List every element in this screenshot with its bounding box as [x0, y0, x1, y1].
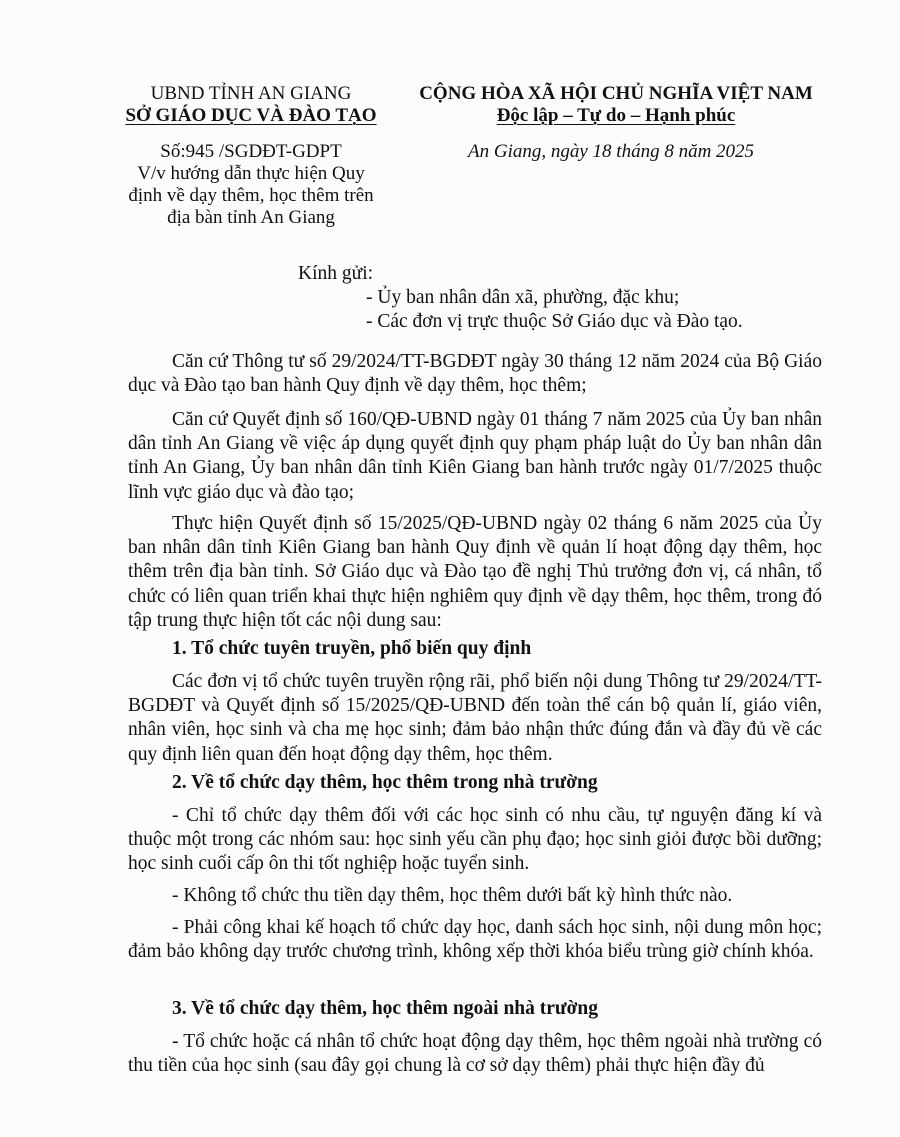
- section-paragraph: - Phải công khai kế hoạch tổ chức dạy học, danh sách học sinh, nội dung môn học; đảm bảo không dạy trước chương trình, không xếp thời khóa biểu trùng giờ chính khóa.: [128, 917, 822, 963]
- document-number: Số:945 /SGDĐT-GDPT: [160, 141, 342, 162]
- subject-line-2: định về dạy thêm, học thêm trên: [128, 185, 374, 206]
- recipient-item: - Các đơn vị trực thuộc Sở Giáo dục và Đào tạo.: [366, 311, 743, 332]
- recipient-item: - Ủy ban nhân dân xã, phường, đặc khu;: [366, 287, 680, 308]
- section-paragraph: - Chỉ tổ chức dạy thêm đối với các học sinh có nhu cầu, tự nguyện đăng kí và thuộc một trong các nhóm sau: học sinh yếu cần phụ đạo; học sinh giỏi được bồi dưỡng; học sinh cuối cấp ôn thi tốt nghiệp hoặc tuyển sinh.: [128, 805, 822, 875]
- preamble-paragraph: Thực hiện Quyết định số 15/2025/QĐ-UBND ngày 02 tháng 6 năm 2025 của Ủy ban nhân dân tỉnh Kiên Giang ban hành Quy định về quản lí hoạt động dạy thêm, học thêm trên địa bàn tỉnh. Sở Giáo dục và Đào tạo đề nghị Thủ trưởng đơn vị, cá nhân, tổ chức có liên quan triển khai thực hiện nghiêm quy định về dạy thêm, học thêm, trong đó tập trung thực hiện tốt các nội dung sau:: [128, 513, 822, 631]
- section-heading: 3. Về tổ chức dạy thêm, học thêm ngoài nhà trường: [172, 998, 599, 1019]
- section-heading: 2. Về tổ chức dạy thêm, học thêm trong nhà trường: [172, 772, 598, 793]
- motto-text: Độc lập – Tự do – Hạnh phúc: [496, 105, 736, 126]
- preamble-paragraph: Căn cứ Thông tư số 29/2024/TT-BGDĐT ngày 30 tháng 12 năm 2024 của Bộ Giáo dục và Đào tạo ban hành Quy định về dạy thêm, học thêm;: [128, 351, 822, 397]
- issuing-department: [95, 104, 407, 128]
- preamble-paragraph: Căn cứ Quyết định số 160/QĐ-UBND ngày 01 tháng 7 năm 2025 của Ủy ban nhân dân tỉnh An Giang về việc áp dụng quyết định quy phạm pháp luật do Ủy ban nhân dân tỉnh An Giang, Ủy ban nhân dân tỉnh Kiên Giang ban hành trước ngày 01/7/2025 thuộc lĩnh vực giáo dục và đào tạo;: [128, 409, 822, 503]
- place-and-date: An Giang, ngày 18 tháng 8 năm 2025: [468, 141, 755, 162]
- recipients-label: Kính gửi:: [298, 263, 374, 284]
- national-title: CỘNG HÒA XÃ HỘI CHỦ NGHĨA VIỆT NAM: [419, 83, 813, 104]
- department-name: SỞ GIÁO DỤC VÀ ĐÀO TẠO: [125, 105, 377, 126]
- section-paragraph: Các đơn vị tổ chức tuyên truyền rộng rãi, phổ biến nội dung Thông tư 29/2024/TT-BGDĐT và Quyết định số 15/2025/QĐ-UBND đến toàn thể cán bộ quản lí, giáo viên, nhân viên, học sinh và cha mẹ học sinh; đảm bảo nhận thức đúng đắn và đầy đủ về các quy định liên quan đến hoạt động dạy thêm, học thêm.: [128, 671, 822, 765]
- section-heading: 1. Tổ chức tuyên truyền, phổ biến quy định: [172, 638, 532, 659]
- subject-line-3: địa bàn tỉnh An Giang: [167, 207, 335, 228]
- subject-line-1: V/v hướng dẫn thực hiện Quy: [137, 163, 365, 184]
- section-paragraph: - Tổ chức hoặc cá nhân tổ chức hoạt động dạy thêm, học thêm ngoài nhà trường có thu tiền của học sinh (sau đây gọi chung là cơ sở dạy thêm) phải thực hiện đầy đủ: [128, 1031, 822, 1077]
- national-motto: [410, 104, 822, 128]
- issuing-authority: UBND TỈNH AN GIANG: [150, 83, 352, 104]
- section-paragraph: - Không tổ chức thu tiền dạy thêm, học thêm dưới bất kỳ hình thức nào.: [172, 885, 733, 906]
